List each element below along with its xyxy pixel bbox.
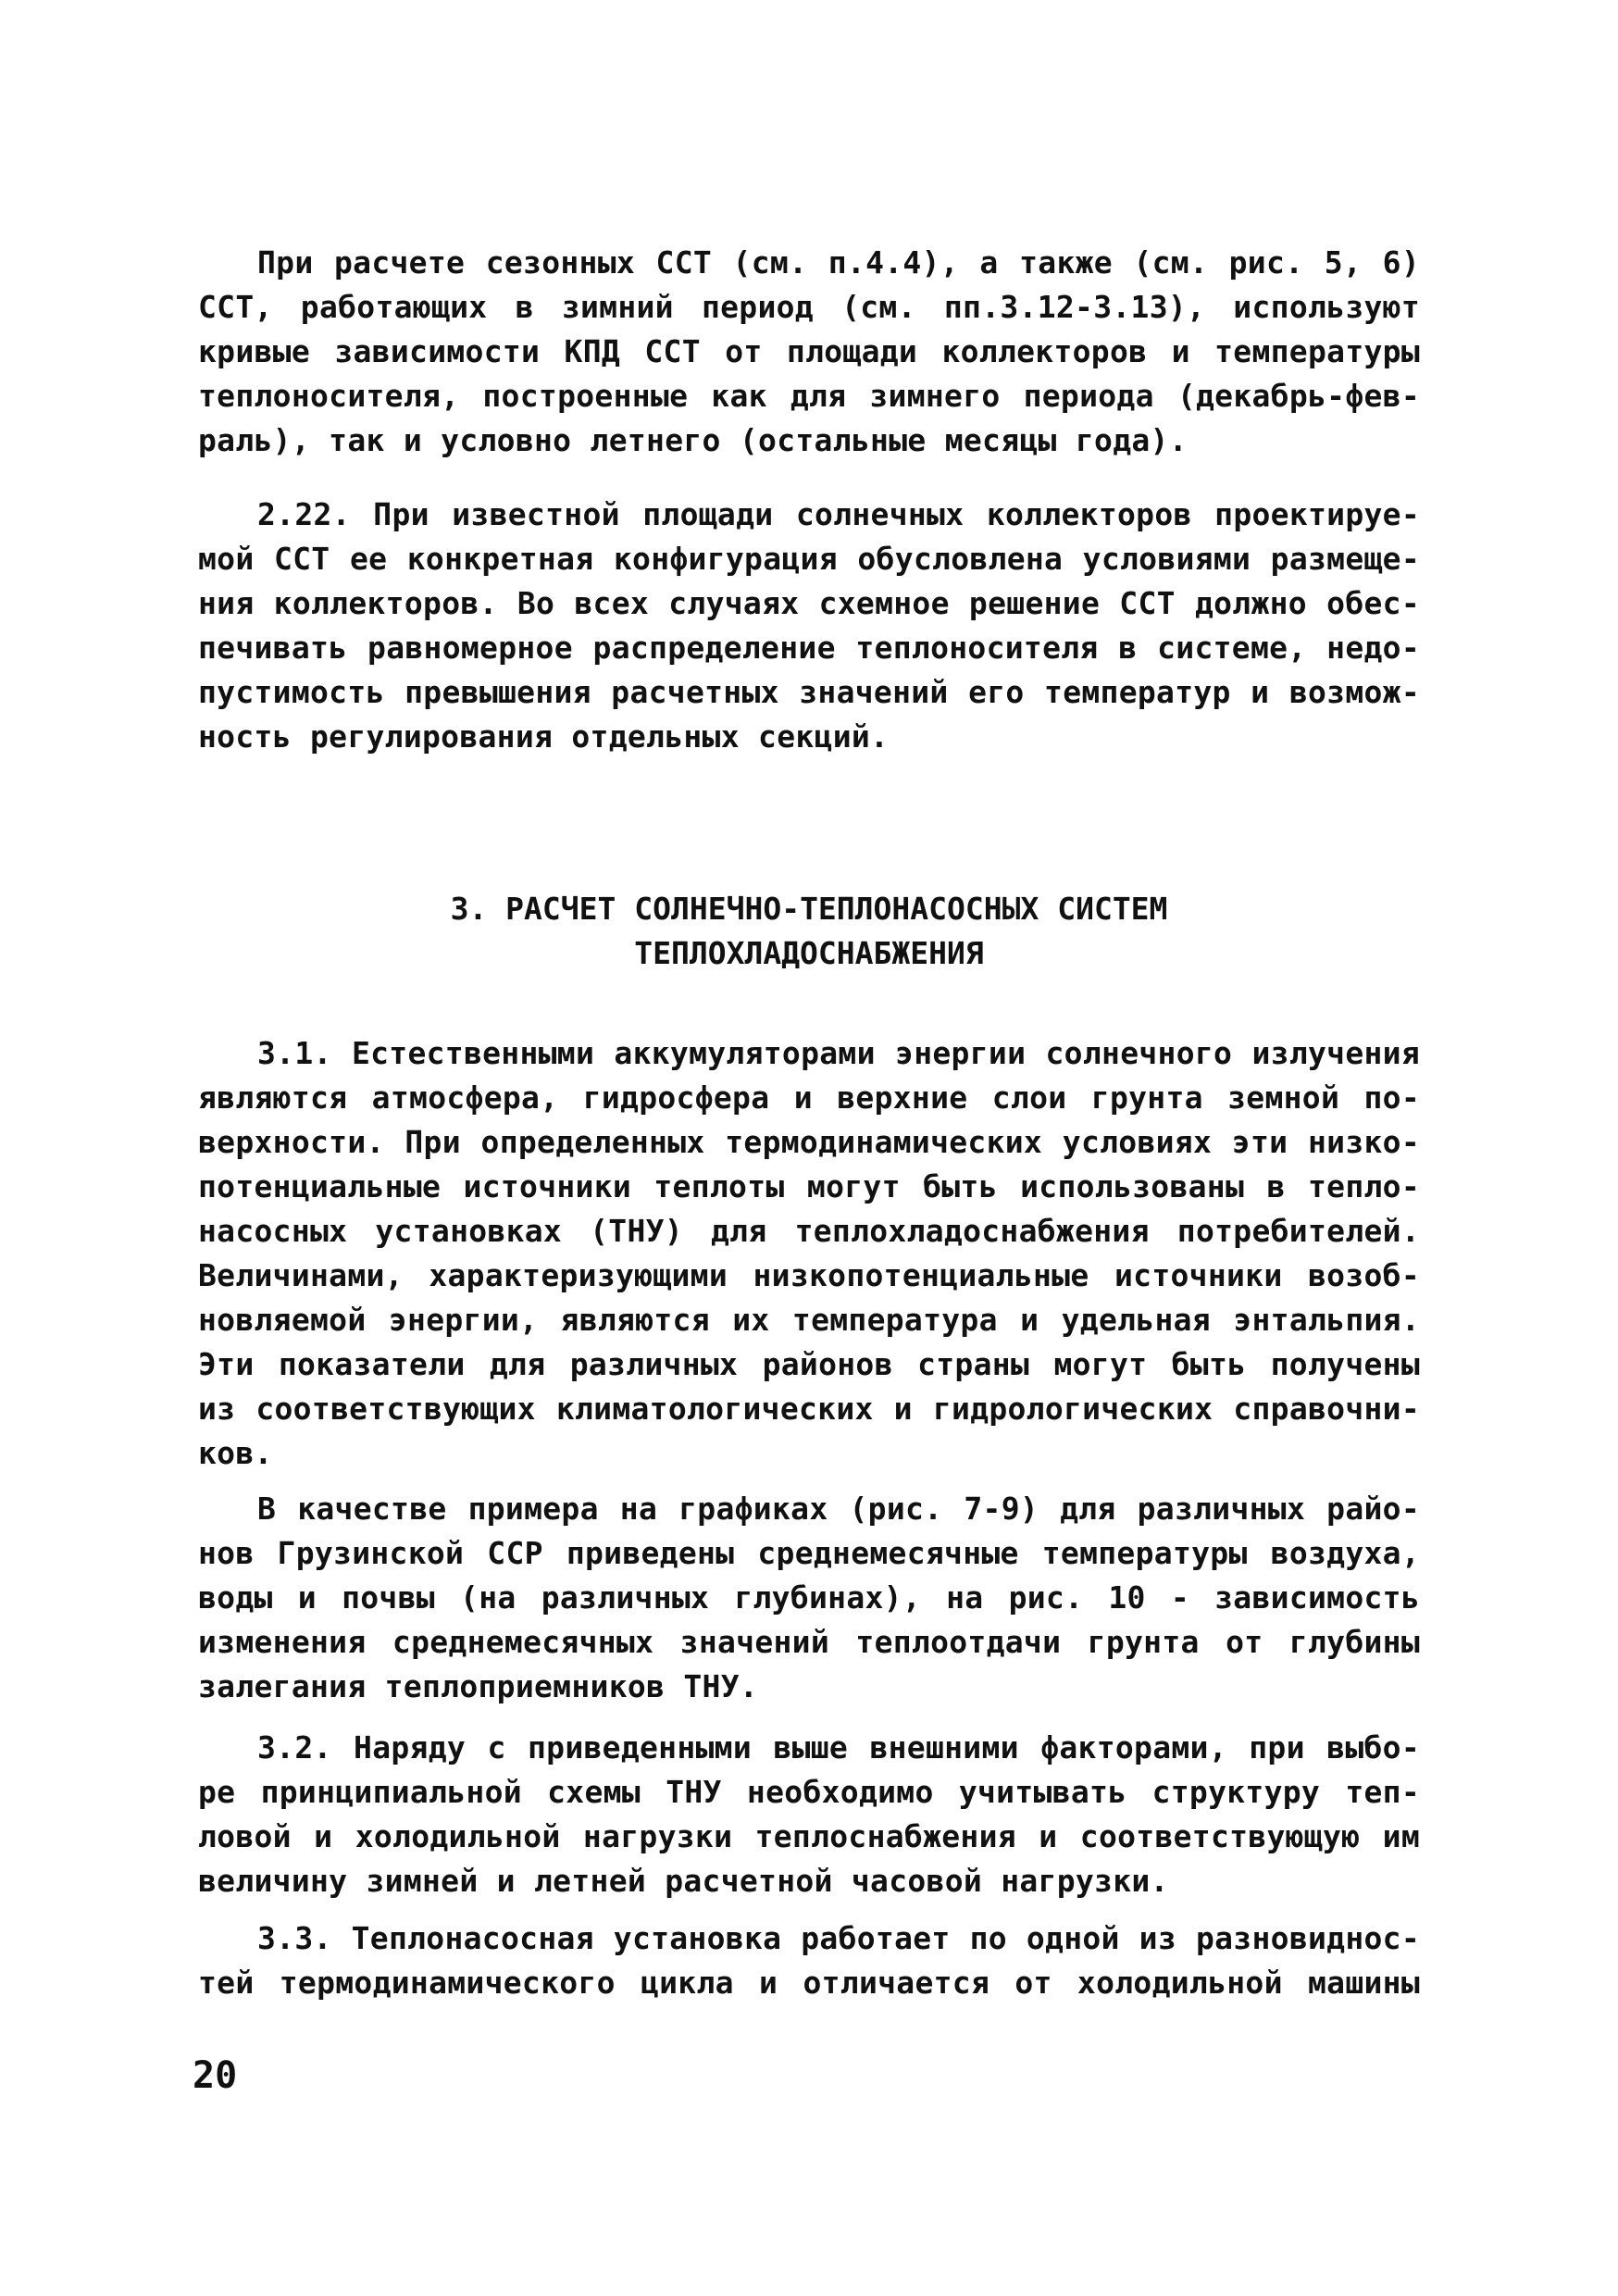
paragraph-line: изменения среднемесячных значений теплоотдачи грунта от глубины <box>198 1624 1420 1660</box>
paragraph-3-3 <box>198 1916 1420 2005</box>
paragraph-line: При расчете сезонных ССТ (см. п.4.4), а также (см. рис. 5, 6) <box>257 244 1420 281</box>
paragraph-line: новляемой энергии, являются их температура и удельная энтальпия. <box>198 1302 1420 1338</box>
paragraph-line: величину зимней и летней расчетной часовой нагрузки. <box>198 1863 1169 1899</box>
paragraph-3-1 <box>198 1031 1420 1476</box>
paragraph-line: Величинами, характеризующими низкопотенциальные источники возоб- <box>198 1257 1420 1293</box>
paragraph-line: верхности. При определенных термодинамических условиях эти низко- <box>198 1124 1420 1160</box>
paragraph-line: залегания теплоприемников ТНУ. <box>198 1668 759 1704</box>
paragraph-example-georgia <box>198 1487 1420 1709</box>
paragraph-line: из соответствующих климатологических и гидрологических справочни- <box>198 1391 1420 1427</box>
paragraph-line: 2.22. При известной площади солнечных коллекторов проектируе- <box>257 496 1420 532</box>
page-number: 20 <box>193 2054 238 2097</box>
paragraph-line: 3.3. Теплонасосная установка работает по одной из разновиднос- <box>257 1920 1420 1956</box>
paragraph-line: пустимость превышения расчетных значений его температур и возмож- <box>198 674 1420 710</box>
paragraph-line: ССТ, работающих в зимний период (см. пп.3.12-3.13), используют <box>198 289 1420 325</box>
paragraph-line: потенциальные источники теплоты могут быть использованы в тепло- <box>198 1168 1420 1204</box>
paragraph-line: ния коллекторов. Во всех случаях схемное решение ССТ должно обес- <box>198 585 1420 621</box>
paragraph-line: 3.1. Естественными аккумуляторами энергии солнечного излучения <box>257 1035 1420 1071</box>
paragraph-line: ность регулирования отдельных секций. <box>198 718 890 755</box>
paragraph-line: насосных установках (ТНУ) для теплохладоснабжения потребителей. <box>198 1213 1420 1249</box>
paragraph-line: раль), так и условно летнего (остальные месяцы года). <box>198 422 1188 458</box>
paragraph-line: являются атмосфера, гидросфера и верхние слои грунта земной по- <box>198 1079 1420 1116</box>
paragraph-line: печивать равномерное распределение теплоносителя в системе, недо- <box>198 630 1420 666</box>
paragraph-line: ков. <box>198 1435 273 1471</box>
section-heading-line-1: 3. РАСЧЕТ СОЛНЕЧНО-ТЕПЛОНАСОСНЫХ СИСТЕМ <box>450 891 1168 927</box>
paragraph-line: нов Грузинской ССР приведены среднемесячные температуры воздуха, <box>198 1535 1420 1571</box>
paragraph-3-2 <box>198 1726 1420 1903</box>
section-heading-line-2: ТЕПЛОХЛАДОСНАБЖЕНИЯ <box>634 935 984 971</box>
paragraph-line: мой ССТ ее конкретная конфигурация обусловлена условиями размеще- <box>198 541 1420 577</box>
paragraph-line: 3.2. Наряду с приведенными выше внешними факторами, при выбо- <box>257 1729 1420 1766</box>
paragraph-line: тей термодинамического цикла и отличается от холодильной машины <box>198 1965 1420 2001</box>
paragraph-line: ре принципиальной схемы ТНУ необходимо учитывать структуру теп- <box>198 1774 1420 1810</box>
paragraph-line: воды и почвы (на различных глубинах), на рис. 10 - зависимость <box>198 1579 1420 1616</box>
section-heading <box>198 887 1420 976</box>
paragraph-line: теплоносителя, построенные как для зимнего периода (декабрь-фев- <box>198 378 1420 414</box>
paragraph-line: Эти показатели для различных районов страны могут быть получены <box>198 1346 1420 1382</box>
paragraph-line: кривые зависимости КПД ССТ от площади коллекторов и температуры <box>198 333 1420 369</box>
paragraph-line: В качестве примера на графиках (рис. 7-9) для различных райо- <box>257 1491 1420 1527</box>
paragraph-seasonal-calculation <box>198 241 1420 463</box>
paragraph-line: ловой и холодильной нагрузки теплоснабжения и соответствующую им <box>198 1818 1420 1854</box>
paragraph-2-22 <box>198 493 1420 759</box>
